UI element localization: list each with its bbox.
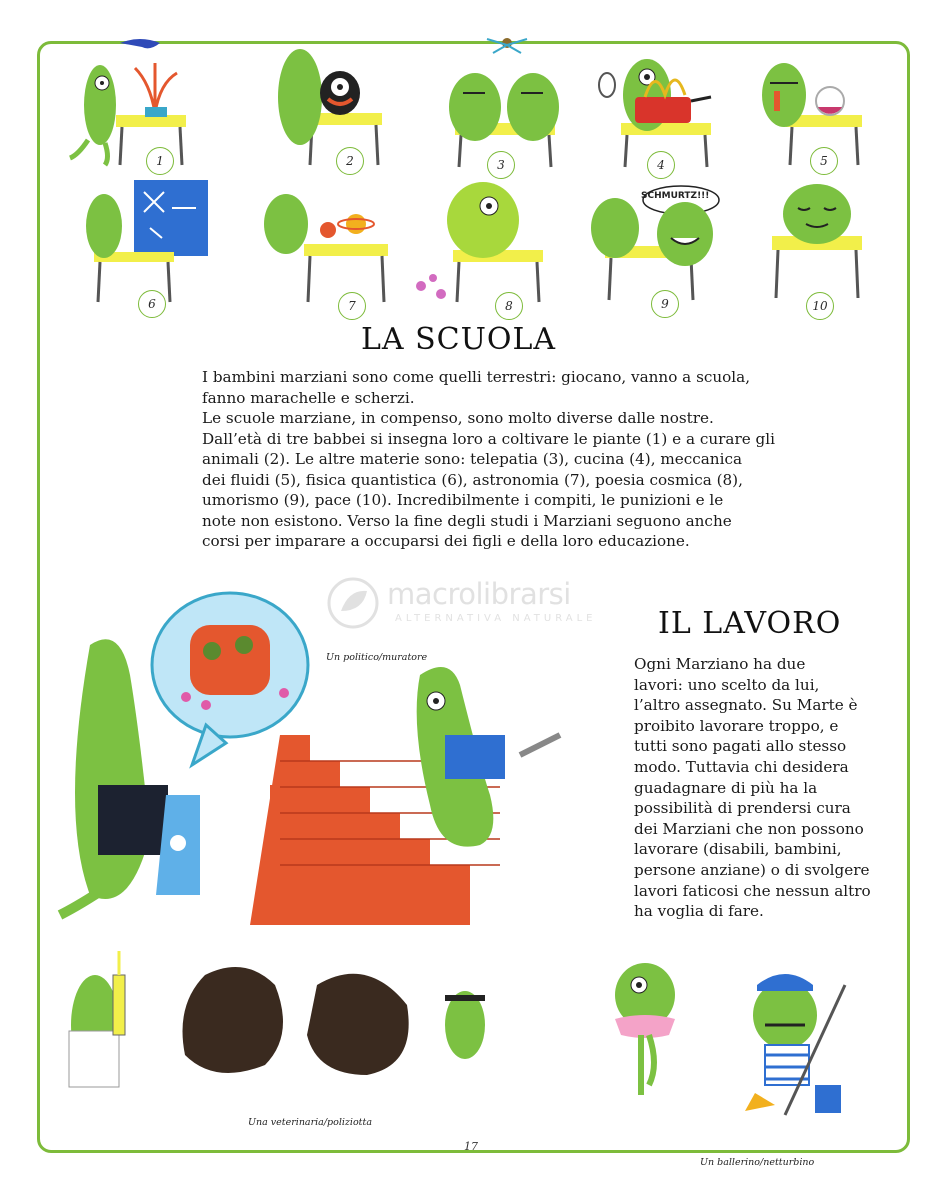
text-line: note non esistono. Verso la fine degli studi i Marziani seguono anche (202, 511, 732, 530)
caption-politician: Un politico/muratore (326, 652, 428, 663)
dancer-sweeper-illustration (605, 955, 865, 1125)
vignette-cooking (585, 35, 743, 173)
text-line: modo. Tuttavia chi desidera (634, 757, 849, 776)
text-line: Le scuole marziane, in compenso, sono molto diverse dalle nostre. (202, 409, 714, 427)
vignette-plants (60, 35, 218, 173)
vignette-cosmic-poetry (405, 178, 563, 316)
text-line: lavori: uno scelto da lui, (634, 675, 820, 694)
text-line: ha voglia di fare. (634, 902, 764, 921)
martian-blackboard-illustration (60, 178, 218, 316)
vignette-number: 5 (810, 147, 838, 175)
text-line: dei fluidi (5), fisica quantistica (6), astronomia (7), poesia cosmica (8), (202, 470, 743, 489)
vignette-astronomy (258, 178, 416, 316)
school-paragraph (202, 367, 775, 552)
text-line: possibilità di prendersi cura (634, 799, 851, 818)
politician-bricklayer-illustration (50, 585, 610, 945)
vignette-number: 10 (806, 292, 834, 320)
vignette-number: 9 (651, 290, 679, 318)
text-line: umorismo (9), pace (10). Incredibilmente i compiti, le punizioni e le (202, 491, 724, 509)
vignette-number: 8 (495, 292, 523, 320)
text-line: Ogni Marziano ha due (634, 655, 806, 673)
text-line: tutti sono pagati allo stesso (634, 737, 847, 756)
vignette-number: 6 (138, 290, 166, 318)
martian-gardener-illustration (60, 35, 218, 173)
vignette-fluids (740, 35, 898, 173)
vignette-telepathy (425, 35, 583, 173)
vignette-humor (575, 178, 733, 316)
text-line: animali (2). Le altre materie sono: telepatia (3), cucina (4), meccanica (202, 450, 743, 468)
work-title: IL LAVORO (658, 606, 842, 641)
text-line: fanno marachelle e scherzi. (202, 388, 415, 407)
text-line: lavorare (disabili, bambini, (634, 840, 842, 859)
vignette-number: 1 (146, 147, 174, 175)
text-line: dei Marziani che non possono (634, 819, 864, 838)
martian-planets-illustration (258, 178, 416, 316)
vignette-animals (270, 35, 428, 173)
text-line: proibito lavorare troppo, e (634, 716, 839, 735)
text-line: corsi per imparare a occuparsi dei figli e della loro educazione. (202, 532, 690, 550)
vignette-number: 2 (336, 147, 364, 175)
text-line: lavori faticosi che nessun altro (634, 881, 871, 900)
vignette-number: 4 (647, 151, 675, 179)
text-line: Dall’età di tre babbei si insegna loro a coltivare le piante (1) e a curare gli (202, 429, 775, 448)
caption-vet: Una veterinaria/poliziotta (248, 1117, 372, 1128)
watermark-name: macrolibrarsi (387, 577, 571, 611)
page-number: 17 (464, 1140, 478, 1153)
vignette-number: 7 (338, 292, 366, 320)
caption-dancer: Un ballerino/netturbino (700, 1157, 815, 1168)
speech-bubble-text: SCHMURTZ!!! (641, 191, 710, 201)
text-line: l’altro assegnato. Su Marte è (634, 696, 858, 715)
watermark-tagline: ALTERNATIVA NATURALE (395, 613, 597, 624)
vet-police-illustration (55, 935, 435, 1105)
text-line: guadagnare di più ha la (634, 778, 818, 797)
school-title: LA SCUOLA (361, 322, 557, 357)
martian-writing-illustration (405, 178, 563, 316)
vignette-number: 3 (487, 151, 515, 179)
vignette-peace (742, 178, 900, 316)
vignette-quantum-physics (60, 178, 218, 316)
work-paragraph (634, 654, 871, 922)
text-line: I bambini marziani sono come quelli terrestri: giocano, vanno a scuola, (202, 368, 751, 386)
text-line: persone anziane) o di svolgere (634, 860, 870, 879)
